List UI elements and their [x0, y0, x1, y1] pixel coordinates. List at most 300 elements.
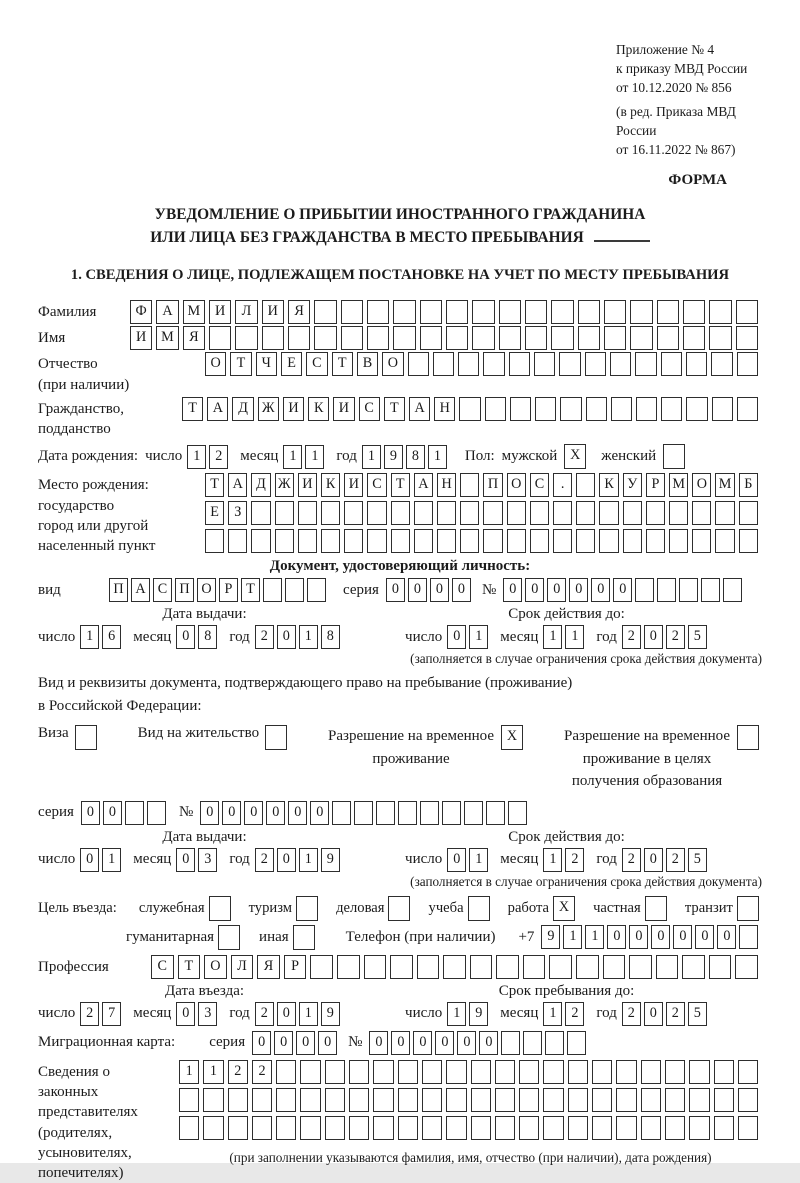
char-box[interactable]: М — [715, 473, 734, 497]
char-box[interactable] — [179, 1088, 199, 1112]
char-box[interactable] — [437, 529, 456, 553]
char-box[interactable] — [265, 725, 287, 750]
char-box[interactable]: Т — [384, 397, 405, 421]
char-box[interactable] — [341, 300, 363, 324]
char-box[interactable] — [218, 925, 240, 950]
char-box[interactable]: 0 — [176, 848, 195, 872]
char-box[interactable]: 2 — [622, 848, 641, 872]
char-box[interactable] — [616, 1116, 636, 1140]
char-box[interactable] — [661, 352, 682, 376]
char-box[interactable]: Т — [205, 473, 224, 497]
char-box[interactable]: О — [507, 473, 526, 497]
char-box[interactable] — [398, 1060, 418, 1084]
char-box[interactable] — [535, 397, 556, 421]
char-box[interactable]: 0 — [274, 1031, 293, 1055]
char-box[interactable] — [483, 529, 502, 553]
char-box[interactable] — [645, 896, 667, 921]
char-box[interactable]: М — [156, 326, 178, 350]
char-box[interactable] — [661, 397, 682, 421]
char-box[interactable] — [723, 578, 742, 602]
char-box[interactable]: К — [599, 473, 618, 497]
char-box[interactable] — [209, 896, 231, 921]
char-box[interactable] — [553, 501, 572, 525]
char-box[interactable] — [543, 1116, 563, 1140]
char-box[interactable]: Ж — [275, 473, 294, 497]
char-box[interactable]: Ф — [130, 300, 152, 324]
char-box[interactable] — [251, 501, 270, 525]
char-box[interactable] — [508, 801, 527, 825]
char-box[interactable] — [519, 1088, 539, 1112]
char-box[interactable] — [711, 352, 732, 376]
char-box[interactable] — [737, 725, 759, 750]
char-box[interactable] — [209, 326, 231, 350]
char-box[interactable]: 1 — [179, 1060, 199, 1084]
char-box[interactable] — [709, 300, 731, 324]
char-box[interactable] — [460, 501, 479, 525]
char-box[interactable]: 1 — [563, 925, 582, 949]
char-box[interactable]: 0 — [613, 578, 632, 602]
char-box[interactable] — [485, 397, 506, 421]
char-box[interactable] — [276, 1116, 296, 1140]
char-box[interactable] — [420, 801, 439, 825]
char-box[interactable]: С — [359, 397, 380, 421]
char-box[interactable] — [714, 1116, 734, 1140]
char-box[interactable]: Б — [739, 473, 758, 497]
char-box[interactable]: 2 — [80, 1002, 99, 1026]
char-box[interactable] — [349, 1116, 369, 1140]
char-box[interactable]: Ж — [258, 397, 279, 421]
char-box[interactable] — [509, 352, 530, 376]
char-box[interactable]: 6 — [102, 625, 121, 649]
char-box[interactable]: Т — [182, 397, 203, 421]
char-box[interactable] — [288, 326, 310, 350]
char-box[interactable] — [398, 1116, 418, 1140]
char-box[interactable] — [325, 1116, 345, 1140]
char-box[interactable] — [553, 529, 572, 553]
char-box[interactable]: 1 — [187, 445, 206, 469]
char-box[interactable] — [276, 1088, 296, 1112]
char-box[interactable]: И — [262, 300, 284, 324]
char-box[interactable] — [657, 578, 676, 602]
char-box[interactable] — [657, 326, 679, 350]
char-box[interactable] — [203, 1116, 223, 1140]
char-box[interactable]: 0 — [200, 801, 219, 825]
char-box[interactable] — [501, 1031, 520, 1055]
char-box[interactable]: 1 — [362, 445, 381, 469]
char-box[interactable] — [692, 501, 711, 525]
char-box[interactable]: 0 — [318, 1031, 337, 1055]
char-box[interactable]: И — [298, 473, 317, 497]
char-box[interactable] — [738, 1088, 758, 1112]
char-box[interactable] — [376, 801, 395, 825]
char-box[interactable] — [599, 529, 618, 553]
char-box[interactable]: 2 — [255, 625, 274, 649]
char-box[interactable] — [393, 326, 415, 350]
char-box[interactable] — [576, 473, 595, 497]
char-box[interactable]: 0 — [386, 578, 405, 602]
char-box[interactable] — [499, 326, 521, 350]
char-box[interactable] — [630, 326, 652, 350]
char-box[interactable] — [417, 955, 440, 979]
char-box[interactable]: 9 — [321, 848, 340, 872]
char-box[interactable] — [635, 578, 654, 602]
char-box[interactable]: 1 — [543, 1002, 562, 1026]
char-box[interactable] — [616, 1088, 636, 1112]
char-box[interactable]: Я — [257, 955, 280, 979]
char-box[interactable]: Н — [437, 473, 456, 497]
char-box[interactable]: 0 — [547, 578, 566, 602]
char-box[interactable]: 2 — [255, 1002, 274, 1026]
char-box[interactable] — [414, 501, 433, 525]
char-box[interactable] — [507, 501, 526, 525]
char-box[interactable]: 1 — [585, 925, 604, 949]
char-box[interactable]: О — [382, 352, 403, 376]
char-box[interactable] — [665, 1088, 685, 1112]
char-box[interactable] — [483, 352, 504, 376]
char-box[interactable] — [408, 352, 429, 376]
char-box[interactable] — [321, 501, 340, 525]
char-box[interactable] — [689, 1116, 709, 1140]
char-box[interactable] — [576, 955, 599, 979]
char-box[interactable]: 0 — [80, 848, 99, 872]
char-box[interactable]: 2 — [666, 1002, 685, 1026]
char-box[interactable] — [646, 501, 665, 525]
char-box[interactable]: 5 — [688, 848, 707, 872]
char-box[interactable]: 0 — [607, 925, 626, 949]
char-box[interactable] — [737, 352, 758, 376]
char-box[interactable]: 0 — [176, 1002, 195, 1026]
char-box[interactable] — [354, 801, 373, 825]
char-box[interactable] — [712, 397, 733, 421]
char-box[interactable]: 5 — [688, 625, 707, 649]
char-box[interactable]: 0 — [81, 801, 100, 825]
char-box[interactable] — [300, 1088, 320, 1112]
char-box[interactable] — [349, 1060, 369, 1084]
char-box[interactable] — [689, 1060, 709, 1084]
char-box[interactable] — [367, 529, 386, 553]
char-box[interactable] — [373, 1060, 393, 1084]
char-box[interactable]: 3 — [198, 1002, 217, 1026]
char-box[interactable] — [499, 300, 521, 324]
char-box[interactable]: 8 — [406, 445, 425, 469]
char-box[interactable] — [551, 300, 573, 324]
char-box[interactable]: О — [197, 578, 216, 602]
char-box[interactable] — [683, 326, 705, 350]
char-box[interactable]: 5 — [688, 1002, 707, 1026]
char-box[interactable]: Н — [434, 397, 455, 421]
char-box[interactable] — [738, 1116, 758, 1140]
char-box[interactable]: 0 — [447, 625, 466, 649]
char-box[interactable]: 0 — [503, 578, 522, 602]
char-box[interactable]: 1 — [428, 445, 447, 469]
char-box[interactable] — [646, 529, 665, 553]
char-box[interactable]: 0 — [288, 801, 307, 825]
char-box[interactable] — [576, 501, 595, 525]
char-box[interactable]: Т — [391, 473, 410, 497]
char-box[interactable] — [458, 352, 479, 376]
char-box[interactable] — [252, 1116, 272, 1140]
char-box[interactable] — [471, 1088, 491, 1112]
char-box[interactable] — [228, 1116, 248, 1140]
char-box[interactable] — [464, 801, 483, 825]
char-box[interactable]: И — [130, 326, 152, 350]
char-box[interactable] — [276, 1060, 296, 1084]
char-box[interactable] — [373, 1116, 393, 1140]
char-box[interactable] — [296, 896, 318, 921]
char-box[interactable] — [523, 955, 546, 979]
char-box[interactable]: К — [308, 397, 329, 421]
char-box[interactable] — [252, 1088, 272, 1112]
char-box[interactable]: Л — [235, 300, 257, 324]
char-box[interactable] — [510, 397, 531, 421]
char-box[interactable] — [472, 300, 494, 324]
char-box[interactable]: А — [156, 300, 178, 324]
char-box[interactable]: 0 — [591, 578, 610, 602]
char-box[interactable]: 0 — [266, 801, 285, 825]
char-box[interactable]: П — [483, 473, 502, 497]
char-box[interactable] — [310, 955, 333, 979]
char-box[interactable] — [709, 326, 731, 350]
char-box[interactable]: 0 — [673, 925, 692, 949]
char-box[interactable] — [390, 955, 413, 979]
char-box[interactable]: 1 — [469, 625, 488, 649]
char-box[interactable]: М — [183, 300, 205, 324]
char-box[interactable]: 1 — [299, 1002, 318, 1026]
char-box[interactable] — [300, 1060, 320, 1084]
char-box[interactable]: Д — [251, 473, 270, 497]
char-box[interactable] — [568, 1060, 588, 1084]
char-box[interactable] — [367, 326, 389, 350]
char-box[interactable] — [471, 1116, 491, 1140]
char-box[interactable]: П — [109, 578, 128, 602]
char-box[interactable] — [341, 326, 363, 350]
char-box[interactable]: 0 — [277, 1002, 296, 1026]
char-box[interactable]: Р — [284, 955, 307, 979]
char-box[interactable]: X — [553, 896, 575, 921]
char-box[interactable] — [325, 1060, 345, 1084]
char-box[interactable] — [495, 1116, 515, 1140]
char-box[interactable]: П — [175, 578, 194, 602]
char-box[interactable]: Е — [281, 352, 302, 376]
char-box[interactable] — [495, 1060, 515, 1084]
char-box[interactable]: 2 — [666, 848, 685, 872]
char-box[interactable]: 0 — [644, 848, 663, 872]
char-box[interactable] — [293, 925, 315, 950]
char-box[interactable]: И — [209, 300, 231, 324]
char-box[interactable]: 0 — [391, 1031, 410, 1055]
char-box[interactable]: 0 — [651, 925, 670, 949]
char-box[interactable] — [599, 501, 618, 525]
char-box[interactable] — [701, 578, 720, 602]
char-box[interactable] — [656, 955, 679, 979]
char-box[interactable] — [393, 300, 415, 324]
char-box[interactable] — [364, 955, 387, 979]
char-box[interactable] — [635, 352, 656, 376]
char-box[interactable] — [251, 529, 270, 553]
char-box[interactable] — [373, 1088, 393, 1112]
char-box[interactable] — [715, 529, 734, 553]
char-box[interactable]: 0 — [252, 1031, 271, 1055]
char-box[interactable]: О — [205, 352, 226, 376]
char-box[interactable]: С — [367, 473, 386, 497]
char-box[interactable]: 0 — [277, 625, 296, 649]
char-box[interactable] — [275, 529, 294, 553]
char-box[interactable]: 1 — [299, 625, 318, 649]
char-box[interactable]: М — [669, 473, 688, 497]
char-box[interactable]: 0 — [408, 578, 427, 602]
char-box[interactable] — [495, 1088, 515, 1112]
char-box[interactable] — [592, 1060, 612, 1084]
char-box[interactable] — [446, 1060, 466, 1084]
char-box[interactable]: Я — [183, 326, 205, 350]
char-box[interactable] — [298, 529, 317, 553]
char-box[interactable] — [641, 1060, 661, 1084]
char-box[interactable]: 8 — [321, 625, 340, 649]
char-box[interactable] — [483, 501, 502, 525]
char-box[interactable]: 1 — [102, 848, 121, 872]
char-box[interactable] — [636, 397, 657, 421]
char-box[interactable]: 2 — [622, 1002, 641, 1026]
char-box[interactable]: X — [501, 725, 523, 750]
char-box[interactable] — [735, 955, 758, 979]
char-box[interactable] — [568, 1088, 588, 1112]
char-box[interactable]: Ч — [256, 352, 277, 376]
char-box[interactable] — [715, 501, 734, 525]
char-box[interactable] — [578, 326, 600, 350]
char-box[interactable] — [519, 1060, 539, 1084]
char-box[interactable]: С — [153, 578, 172, 602]
char-box[interactable] — [507, 529, 526, 553]
char-box[interactable] — [543, 1088, 563, 1112]
char-box[interactable]: Я — [288, 300, 310, 324]
char-box[interactable]: 2 — [565, 848, 584, 872]
char-box[interactable] — [349, 1088, 369, 1112]
char-box[interactable]: Р — [646, 473, 665, 497]
char-box[interactable]: 9 — [321, 1002, 340, 1026]
char-box[interactable] — [592, 1088, 612, 1112]
char-box[interactable] — [739, 529, 758, 553]
char-box[interactable] — [665, 1116, 685, 1140]
char-box[interactable]: 0 — [310, 801, 329, 825]
char-box[interactable]: 0 — [695, 925, 714, 949]
char-box[interactable] — [657, 300, 679, 324]
char-box[interactable]: 0 — [644, 625, 663, 649]
char-box[interactable]: В — [357, 352, 378, 376]
char-box[interactable] — [576, 529, 595, 553]
char-box[interactable] — [470, 955, 493, 979]
char-box[interactable]: 0 — [176, 625, 195, 649]
char-box[interactable] — [275, 501, 294, 525]
char-box[interactable] — [592, 1116, 612, 1140]
char-box[interactable] — [623, 529, 642, 553]
char-box[interactable] — [228, 1088, 248, 1112]
char-box[interactable]: 0 — [525, 578, 544, 602]
char-box[interactable] — [486, 801, 505, 825]
char-box[interactable]: 1 — [469, 848, 488, 872]
char-box[interactable] — [604, 326, 626, 350]
char-box[interactable] — [472, 326, 494, 350]
char-box[interactable]: 0 — [222, 801, 241, 825]
char-box[interactable]: 2 — [666, 625, 685, 649]
char-box[interactable]: 9 — [384, 445, 403, 469]
char-box[interactable]: С — [530, 473, 549, 497]
char-box[interactable] — [262, 326, 284, 350]
char-box[interactable]: 3 — [198, 848, 217, 872]
char-box[interactable] — [442, 801, 461, 825]
char-box[interactable]: А — [207, 397, 228, 421]
char-box[interactable] — [285, 578, 304, 602]
char-box[interactable] — [525, 300, 547, 324]
char-box[interactable] — [709, 955, 732, 979]
char-box[interactable]: О — [692, 473, 711, 497]
char-box[interactable]: 1 — [283, 445, 302, 469]
char-box[interactable]: 1 — [305, 445, 324, 469]
char-box[interactable]: Т — [332, 352, 353, 376]
char-box[interactable] — [560, 397, 581, 421]
char-box[interactable] — [263, 578, 282, 602]
char-box[interactable] — [545, 1031, 564, 1055]
char-box[interactable]: Д — [232, 397, 253, 421]
char-box[interactable]: 8 — [198, 625, 217, 649]
char-box[interactable] — [523, 1031, 542, 1055]
char-box[interactable] — [307, 578, 326, 602]
char-box[interactable] — [604, 300, 626, 324]
char-box[interactable] — [388, 896, 410, 921]
char-box[interactable] — [549, 955, 572, 979]
char-box[interactable] — [422, 1116, 442, 1140]
char-box[interactable] — [669, 529, 688, 553]
char-box[interactable] — [459, 397, 480, 421]
char-box[interactable] — [179, 1116, 199, 1140]
char-box[interactable] — [686, 397, 707, 421]
char-box[interactable] — [314, 326, 336, 350]
char-box[interactable] — [610, 352, 631, 376]
char-box[interactable]: Р — [219, 578, 238, 602]
char-box[interactable] — [300, 1116, 320, 1140]
char-box[interactable] — [332, 801, 351, 825]
char-box[interactable]: 0 — [452, 578, 471, 602]
char-box[interactable]: 1 — [543, 848, 562, 872]
char-box[interactable]: 2 — [255, 848, 274, 872]
char-box[interactable] — [567, 1031, 586, 1055]
char-box[interactable] — [321, 529, 340, 553]
char-box[interactable] — [682, 955, 705, 979]
char-box[interactable] — [325, 1088, 345, 1112]
char-box[interactable] — [559, 352, 580, 376]
char-box[interactable]: 0 — [717, 925, 736, 949]
char-box[interactable] — [391, 501, 410, 525]
char-box[interactable]: А — [131, 578, 150, 602]
char-box[interactable] — [714, 1088, 734, 1112]
char-box[interactable] — [468, 896, 490, 921]
char-box[interactable] — [578, 300, 600, 324]
char-box[interactable] — [203, 1088, 223, 1112]
char-box[interactable]: С — [306, 352, 327, 376]
char-box[interactable] — [611, 397, 632, 421]
char-box[interactable]: А — [409, 397, 430, 421]
char-box[interactable] — [534, 352, 555, 376]
char-box[interactable]: 1 — [80, 625, 99, 649]
char-box[interactable]: X — [564, 444, 586, 469]
char-box[interactable] — [683, 300, 705, 324]
char-box[interactable]: И — [283, 397, 304, 421]
char-box[interactable] — [344, 529, 363, 553]
char-box[interactable]: 0 — [447, 848, 466, 872]
char-box[interactable] — [663, 444, 685, 469]
char-box[interactable]: И — [333, 397, 354, 421]
char-box[interactable]: У — [623, 473, 642, 497]
char-box[interactable]: 0 — [569, 578, 588, 602]
